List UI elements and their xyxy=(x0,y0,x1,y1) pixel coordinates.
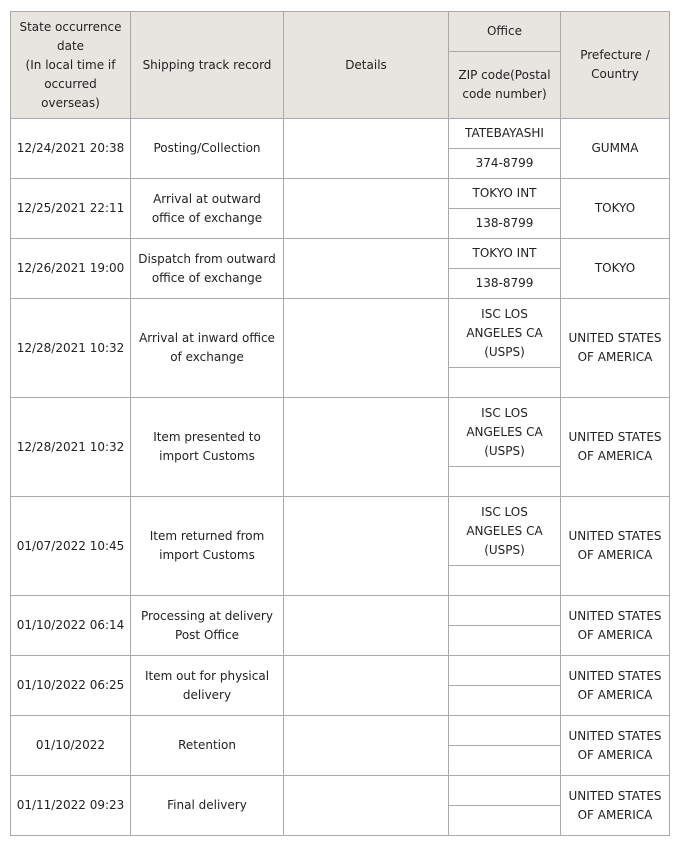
office-cell: ISC LOS ANGELES CA (USPS) xyxy=(449,497,561,566)
prefecture-cell: TOKYO xyxy=(561,179,670,239)
zip-cell: 138-8799 xyxy=(449,209,561,239)
date-cell: 01/07/2022 10:45 xyxy=(11,497,131,596)
office-cell: ISC LOS ANGELES CA (USPS) xyxy=(449,398,561,467)
prefecture-cell: UNITED STATES OF AMERICA xyxy=(561,398,670,497)
header-date-note: (In local time if occurred overseas) xyxy=(25,57,116,110)
record-cell: Processing at delivery Post Office xyxy=(131,596,284,656)
zip-cell: 374-8799 xyxy=(449,149,561,179)
office-cell xyxy=(449,776,561,806)
office-cell xyxy=(449,716,561,746)
details-cell xyxy=(284,776,449,836)
record-cell: Item presented to import Customs xyxy=(131,398,284,497)
prefecture-cell: UNITED STATES OF AMERICA xyxy=(561,497,670,596)
header-details: Details xyxy=(284,12,449,119)
record-cell: Final delivery xyxy=(131,776,284,836)
date-cell: 01/11/2022 09:23 xyxy=(11,776,131,836)
date-cell: 01/10/2022 06:25 xyxy=(11,656,131,716)
date-cell: 12/26/2021 19:00 xyxy=(11,239,131,299)
prefecture-cell: UNITED STATES OF AMERICA xyxy=(561,656,670,716)
header-office: Office xyxy=(449,12,561,52)
date-cell: 12/24/2021 20:38 xyxy=(11,119,131,179)
record-cell: Retention xyxy=(131,716,284,776)
details-cell xyxy=(284,656,449,716)
office-cell: ISC LOS ANGELES CA (USPS) xyxy=(449,299,561,368)
table-row xyxy=(11,239,670,269)
prefecture-cell: UNITED STATES OF AMERICA xyxy=(561,776,670,836)
table-row xyxy=(11,299,670,368)
record-cell: Dispatch from outward office of exchange xyxy=(131,239,284,299)
zip-cell xyxy=(449,806,561,836)
prefecture-cell: GUMMA xyxy=(561,119,670,179)
details-cell xyxy=(284,596,449,656)
table-row xyxy=(11,716,670,746)
details-cell xyxy=(284,239,449,299)
date-cell: 12/25/2021 22:11 xyxy=(11,179,131,239)
zip-cell: 138-8799 xyxy=(449,269,561,299)
date-cell: 12/28/2021 10:32 xyxy=(11,398,131,497)
record-cell: Item out for physical delivery xyxy=(131,656,284,716)
table-row xyxy=(11,497,670,566)
header-prefecture: Prefecture / Country xyxy=(561,12,670,119)
record-cell: Item returned from import Customs xyxy=(131,497,284,596)
office-cell: TATEBAYASHI xyxy=(449,119,561,149)
date-cell: 01/10/2022 xyxy=(11,716,131,776)
details-cell xyxy=(284,119,449,179)
office-cell xyxy=(449,596,561,626)
header-record: Shipping track record xyxy=(131,12,284,119)
office-cell: TOKYO INT xyxy=(449,239,561,269)
header-date xyxy=(11,12,131,119)
details-cell xyxy=(284,179,449,239)
office-cell xyxy=(449,656,561,686)
prefecture-cell: UNITED STATES OF AMERICA xyxy=(561,299,670,398)
zip-cell xyxy=(449,626,561,656)
table-row xyxy=(11,776,670,806)
table-row xyxy=(11,656,670,686)
table-row xyxy=(11,398,670,467)
header-date-label: State occurrence date xyxy=(19,19,122,53)
record-cell: Posting/Collection xyxy=(131,119,284,179)
details-cell xyxy=(284,497,449,596)
details-cell xyxy=(284,398,449,497)
date-cell: 12/28/2021 10:32 xyxy=(11,299,131,398)
prefecture-cell: UNITED STATES OF AMERICA xyxy=(561,716,670,776)
zip-cell xyxy=(449,746,561,776)
details-cell xyxy=(284,299,449,398)
shipping-track-table xyxy=(10,11,670,836)
record-cell: Arrival at outward office of exchange xyxy=(131,179,284,239)
zip-cell xyxy=(449,368,561,398)
zip-cell xyxy=(449,566,561,596)
prefecture-cell: TOKYO xyxy=(561,239,670,299)
record-cell: Arrival at inward office of exchange xyxy=(131,299,284,398)
table-row xyxy=(11,119,670,149)
details-cell xyxy=(284,716,449,776)
office-cell: TOKYO INT xyxy=(449,179,561,209)
zip-cell xyxy=(449,467,561,497)
table-row xyxy=(11,179,670,209)
zip-cell xyxy=(449,686,561,716)
header-zip: ZIP code(Postal code number) xyxy=(449,52,561,119)
table-row xyxy=(11,596,670,626)
date-cell: 01/10/2022 06:14 xyxy=(11,596,131,656)
prefecture-cell: UNITED STATES OF AMERICA xyxy=(561,596,670,656)
